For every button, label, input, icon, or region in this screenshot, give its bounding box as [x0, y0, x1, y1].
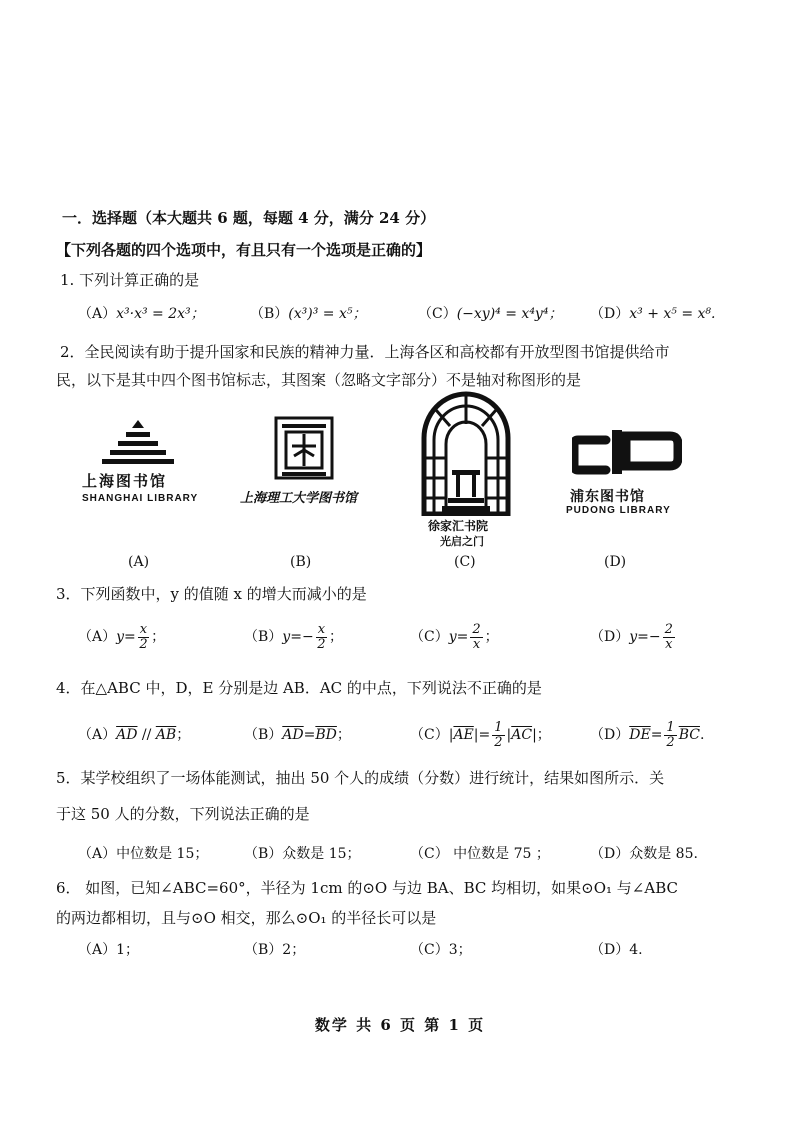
q4-option-a: $(A)\overline{AD} // \overline{AB}$； [78, 727, 191, 743]
section-instruction: 【下列各题的四个选项中，有且只有一个选项是正确的】 [56, 241, 432, 259]
q1-option-a [78, 304, 205, 324]
q1-option-a-label: （A） [78, 306, 117, 322]
logo-c-caption: (C) [454, 554, 476, 570]
q3-option-c-label: （C） [410, 629, 449, 645]
logo-a-chinese: 上海图书馆 [82, 473, 168, 490]
logo-c-line1: 徐家汇书院 [428, 519, 489, 533]
q6-option-a: （A）1； [78, 942, 140, 958]
q1-option-c-label: （C） [418, 306, 457, 322]
q3-option-d-label: （D） [590, 629, 630, 645]
q5-option-d: （D）众数是 85. [590, 846, 698, 862]
q4-option-c-label: （C） [410, 727, 449, 743]
q5-option-c: （C） 中位数是 75 ； [410, 846, 550, 862]
q6-option-d: （D）4. [590, 942, 643, 958]
q4-option-b-label: （B） [244, 727, 283, 743]
pudong-library-logo-icon [572, 428, 682, 476]
q5-option-a: （A）中位数是 15； [78, 846, 209, 862]
q1-option-b-expr: (x³)³ = x⁵； [288, 306, 367, 322]
q6-stem-line2: 的两边都相切，且与⊙O 相交，那么⊙O₁ 的半径长可以是 [56, 909, 437, 927]
q4-option-a-label: （A） [78, 727, 117, 743]
logo-c-line2: 光启之门 [440, 536, 484, 548]
q1-option-b-label: （B） [250, 306, 289, 322]
logo-b-caption: (B) [290, 554, 312, 570]
q4-option-b: $(B)\overline{AD}=\overline{BD}$； [244, 727, 351, 743]
q1-option-d-label: （D） [590, 306, 630, 322]
logo-a-english: SHANGHAI LIBRARY [82, 493, 199, 504]
xujiahui-arch-logo-icon [418, 388, 514, 516]
q3-option-b: （B）y=− $\frac{x}{2}$ ； [244, 621, 344, 652]
q1-stem: 1. 下列计算正确的是 [60, 271, 200, 289]
q4-option-d: $(D)\overline{DE}=$ $\frac{1}{2}$ $\overline{BC}$. [590, 719, 705, 750]
logo-b-chinese: 上海理工大学图书馆 [240, 490, 358, 505]
q4-option-c: $(C)|\overline{AE}|=$ $\frac{1}{2}$ $|\overline{AC}|$； [410, 719, 551, 750]
q3-option-c: （C）y= $\frac{2}{x}$ ； [410, 621, 499, 652]
q6-option-b: （B）2； [244, 942, 306, 958]
q3-option-b-label: （B） [244, 629, 283, 645]
logo-d-caption: (D) [604, 554, 627, 570]
usst-library-logo-icon [272, 416, 336, 486]
shanghai-library-logo-icon [98, 418, 178, 470]
q3-option-a: （A）y= $\frac{x}{2}$ ； [78, 621, 166, 652]
q3-stem: 3．下列函数中，y 的值随 x 的增大而减小的是 [56, 585, 367, 603]
q4-stem: 4．在△ABC 中，D，E 分别是边 AB．AC 的中点，下列说法不正确的是 [56, 679, 542, 697]
q6-option-c: （C）3； [410, 942, 472, 958]
q2-stem-line1: 2．全民阅读有助于提升国家和民族的精神力量．上海各区和高校都有开放型图书馆提供给市 [60, 343, 670, 361]
q6-stem-line1: 6． 如图，已知∠ABC=60°，半径为 1cm 的⊙O 与边 BA、BC 均相切，如果⊙O₁ 与∠ABC [56, 879, 678, 897]
q1-option-b [250, 304, 366, 324]
q5-stem-line2: 于这 50 人的分数，下列说法正确的是 [56, 805, 310, 823]
section-title: 一．选择题（本大题共 6 题，每题 4 分，满分 24 分） [62, 209, 436, 227]
q2-stem-line2: 民，以下是其中四个图书馆标志，其图案（忽略文字部分）不是轴对称图形的是 [56, 371, 582, 389]
q4-option-d-label: （D） [590, 727, 630, 743]
q5-stem-line1: 5．某学校组织了一场体能测试，抽出 50 个人的成绩（分数）进行统计，结果如图所示．关 [56, 769, 665, 787]
q1-option-a-expr: x³·x³ = 2x³； [116, 306, 205, 322]
logo-a-caption: (A) [128, 554, 150, 570]
logo-d-chinese: 浦东图书馆 [570, 488, 645, 504]
q5-option-b: （B）众数是 15； [244, 846, 361, 862]
q3-option-a-label: （A） [78, 629, 117, 645]
logo-d-english: PUDONG LIBRARY [566, 505, 671, 516]
page-footer: 数学 共 6 页 第 1 页 [314, 1016, 486, 1034]
q1-option-c-expr: (−xy)⁴ = x⁴y⁴； [456, 306, 563, 322]
q1-option-d-expr: x³ + x⁵ = x⁸. [629, 306, 716, 322]
q1-option-d [590, 304, 715, 324]
q3-option-d: （D）y=− $\frac{2}{x}$ [590, 621, 673, 652]
q1-option-c [418, 304, 562, 324]
